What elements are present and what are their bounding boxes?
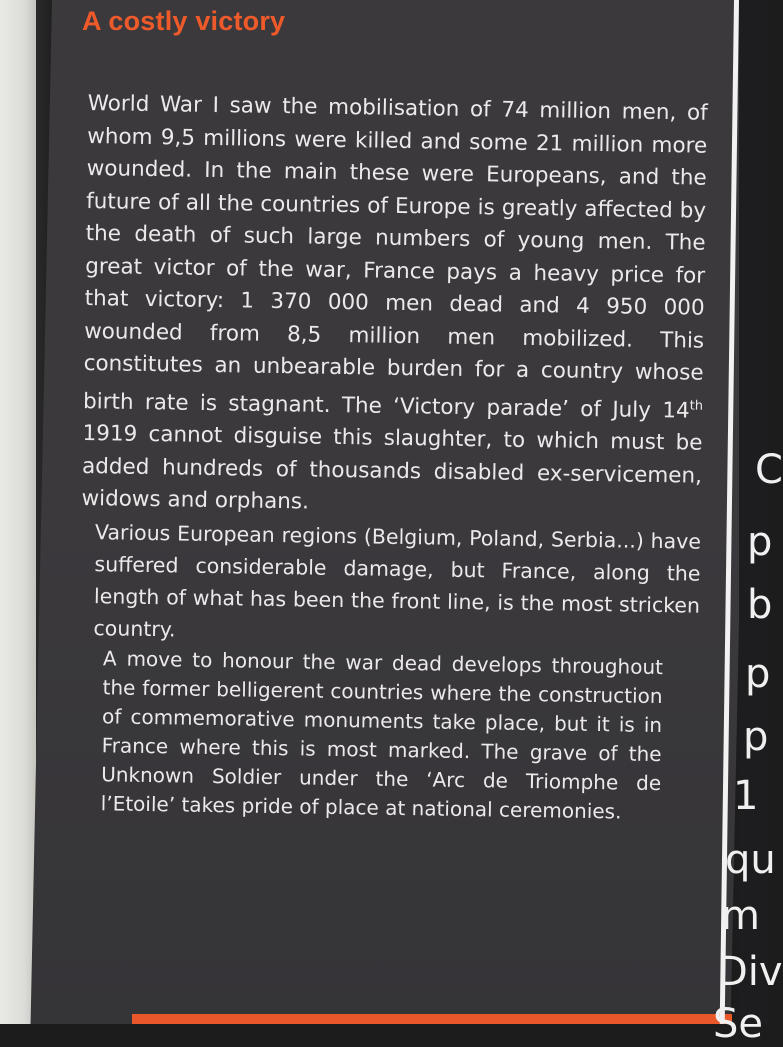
- panel-title: A costly victory: [82, 6, 286, 36]
- paragraph-1-end: 1919 cannot disguise this slaughter, to which must be added hundreds of thousands disabled ex-servicemen, widows and orphans.: [81, 421, 703, 515]
- fragment-3: p: [745, 651, 771, 697]
- info-panel: [31, 0, 752, 1024]
- paragraph-1: [81, 88, 708, 525]
- orange-accent-bar: [132, 1014, 732, 1024]
- paragraph-1-text: World War I saw the mobilisation of 74 million men, of whom 9,5 millions were killed and some 21 million more wounded. In the main these were Europeans, and the future of all the countries of Europe is greatly affected by the death of such large numbers of young men. The great victor of the war, France pays a heavy price for that victory: 1 370 000 men dead and 4 950 000 wounded from 8,5 million men mobilized. This constitutes an unbearable burden for a country whose birth rate is stagnant. The ‘Victory parade’ of July 14: [82, 90, 708, 424]
- fragment-7: m: [721, 893, 760, 939]
- fragment-5: 1: [733, 773, 759, 819]
- fragment-0: C: [755, 447, 783, 493]
- fragment-2: b: [747, 582, 773, 628]
- fragment-6: qu: [725, 837, 776, 883]
- superscript-th: th: [689, 397, 704, 414]
- fragment-4: p: [743, 714, 769, 760]
- fragment-1: p: [747, 519, 773, 565]
- paragraph-2: Various European regions (Belgium, Poland, Serbia...) have suffered considerable damage, but France, along the length of what has been the front line, is the most stricken country.: [93, 519, 702, 642]
- fragment-9: Se: [713, 1001, 763, 1047]
- fragment-8: Div: [717, 949, 783, 995]
- panel-body: [77, 88, 708, 827]
- adjacent-panel: [713, 0, 783, 1047]
- paragraph-3: A move to honour the war dead develops throughout the former belligerent countries where the construction of commemorative monuments take place, but it is in France where this is most marked. The grave of the Unknown Soldier under the ‘Arc de Triomphe de l’Etoile’ takes pride of place at national ceremonies.: [100, 645, 664, 824]
